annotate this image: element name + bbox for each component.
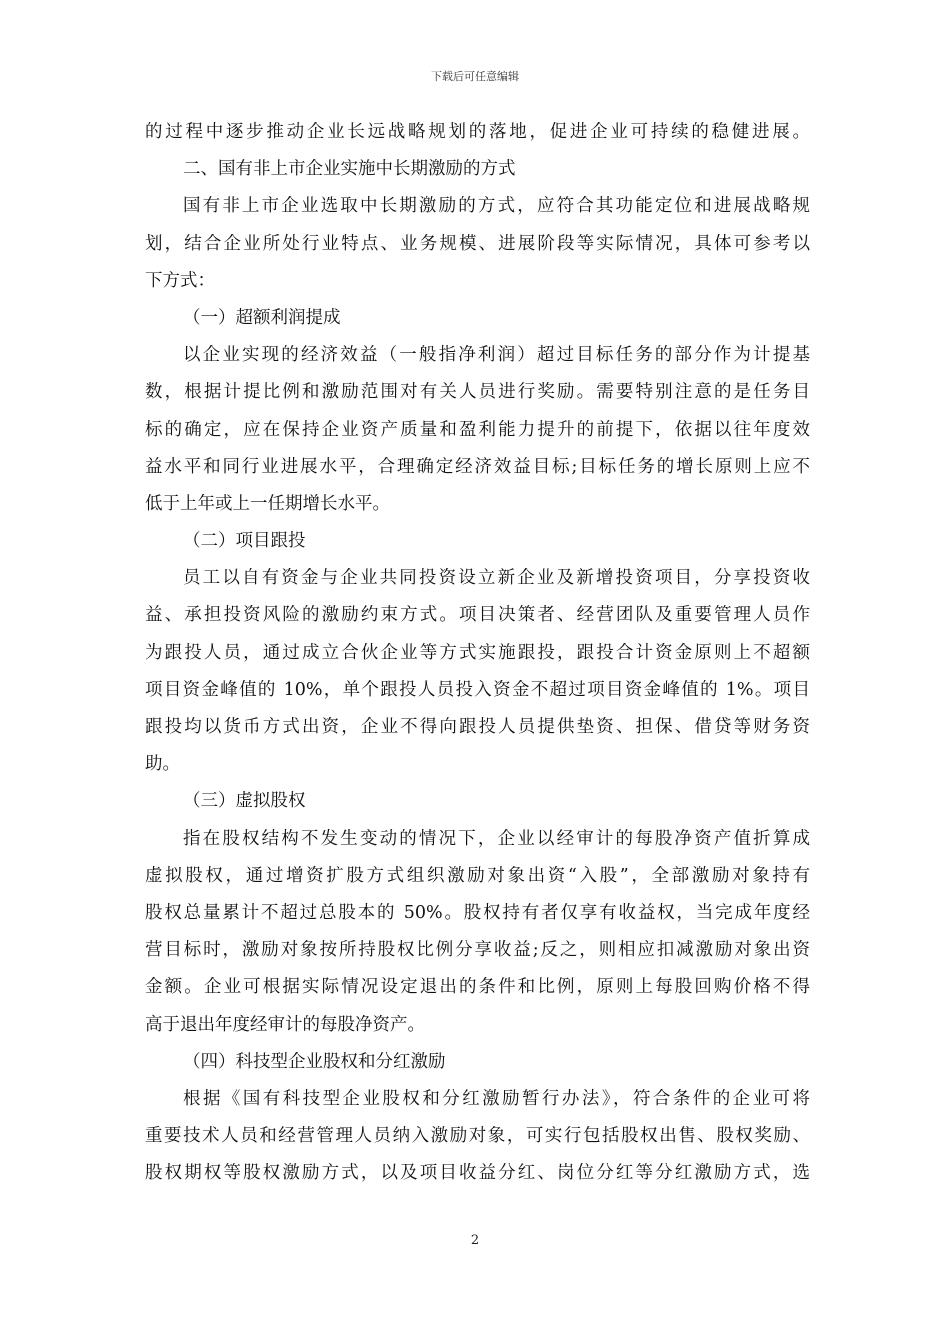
paragraph-line: 益、承担投资风险的激励约束方式。项目决策者、经营团队及重要管理人员作 [145,605,810,626]
document-body [145,114,810,1192]
paragraph-line: 以企业实现的经济效益（一般指净利润）超过目标任务的部分作为计提基 [183,345,810,366]
paragraph-line: 股权期权等股权激励方式，以及项目收益分红、岗位分红等分红激励方式，选 [145,1163,810,1184]
paragraph-line: 股权总量累计不超过总股本的 50%。股权持有者仅享有收益权，当完成年度经 [145,902,810,923]
page-header: 下载后可任意编辑 [431,70,519,83]
paragraph-line: 根据《国有科技型企业股权和分红激励暂行办法》，符合条件的企业可将 [183,1088,810,1109]
paragraph-line: 营目标时，激励对象按所持股权比例分享收益;反之，则相应扣减激励对象出资 [145,940,810,961]
paragraph-line: 员工以自有资金与企业共同投资设立新企业及新增投资项目，分享投资收 [183,568,810,589]
paragraph-line: 指在股权结构不发生变动的情况下，企业以经审计的每股净资产值折算成 [183,828,810,849]
paragraph-line: 的过程中逐步推动企业长远战略规划的落地，促进企业可持续的稳健进展。 [145,122,810,142]
paragraph-line: 重要技术人员和经营管理人员纳入激励对象，可实行包括股权出售、股权奖励、 [145,1126,810,1147]
section-heading: 二、国有非上市企业实施中长期激励的方式 [183,159,516,180]
paragraph-line: 标的确定，应在保持企业资产质量和盈利能力提升的前提下，依据以往年度效 [145,419,810,440]
paragraph-line: 项目资金峰值的 10%，单个跟投人员投入资金不超过项目资金峰值的 1%。项目 [145,679,810,700]
subsection-heading: （一）超额利润提成 [183,307,341,328]
paragraph-line: 国有非上市企业选取中长期激励的方式，应符合其功能定位和进展战略规 [183,196,810,217]
paragraph-line: 低于上年或上一任期增长水平。 [145,493,390,514]
paragraph-line: 下方式： [145,270,215,291]
paragraph-line: 数，根据计提比例和激励范围对有关人员进行奖励。需要特别注意的是任务目 [145,382,810,403]
paragraph-line: 金额。企业可根据实际情况设定退出的条件和比例，原则上每股回购价格不得 [145,977,810,998]
page-number: 2 [470,1233,480,1248]
subsection-heading: （二）项目跟投 [183,531,306,552]
subsection-heading: （四）科技型企业股权和分红激励 [183,1051,446,1072]
paragraph-line: 虚拟股权，通过增资扩股方式组织激励对象出资“入股”，全部激励对象持有 [145,865,810,886]
paragraph-line: 益水平和同行业进展水平，合理确定经济效益目标;目标任务的增长原则上应不 [145,456,810,477]
paragraph-line: 高于退出年度经审计的每股净资产。 [145,1014,425,1035]
paragraph-line: 跟投均以货币方式出资，企业不得向跟投人员提供垫资、担保、借贷等财务资 [145,717,810,737]
subsection-heading: （三）虚拟股权 [183,791,306,812]
paragraph-line: 为跟投人员，通过成立合伙企业等方式实施跟投，跟投合计资金原则上不超额 [145,642,810,663]
paragraph-line: 助。 [145,754,180,775]
paragraph-line: 划，结合企业所处行业特点、业务规模、进展阶段等实际情况，具体可参考以 [145,233,810,254]
